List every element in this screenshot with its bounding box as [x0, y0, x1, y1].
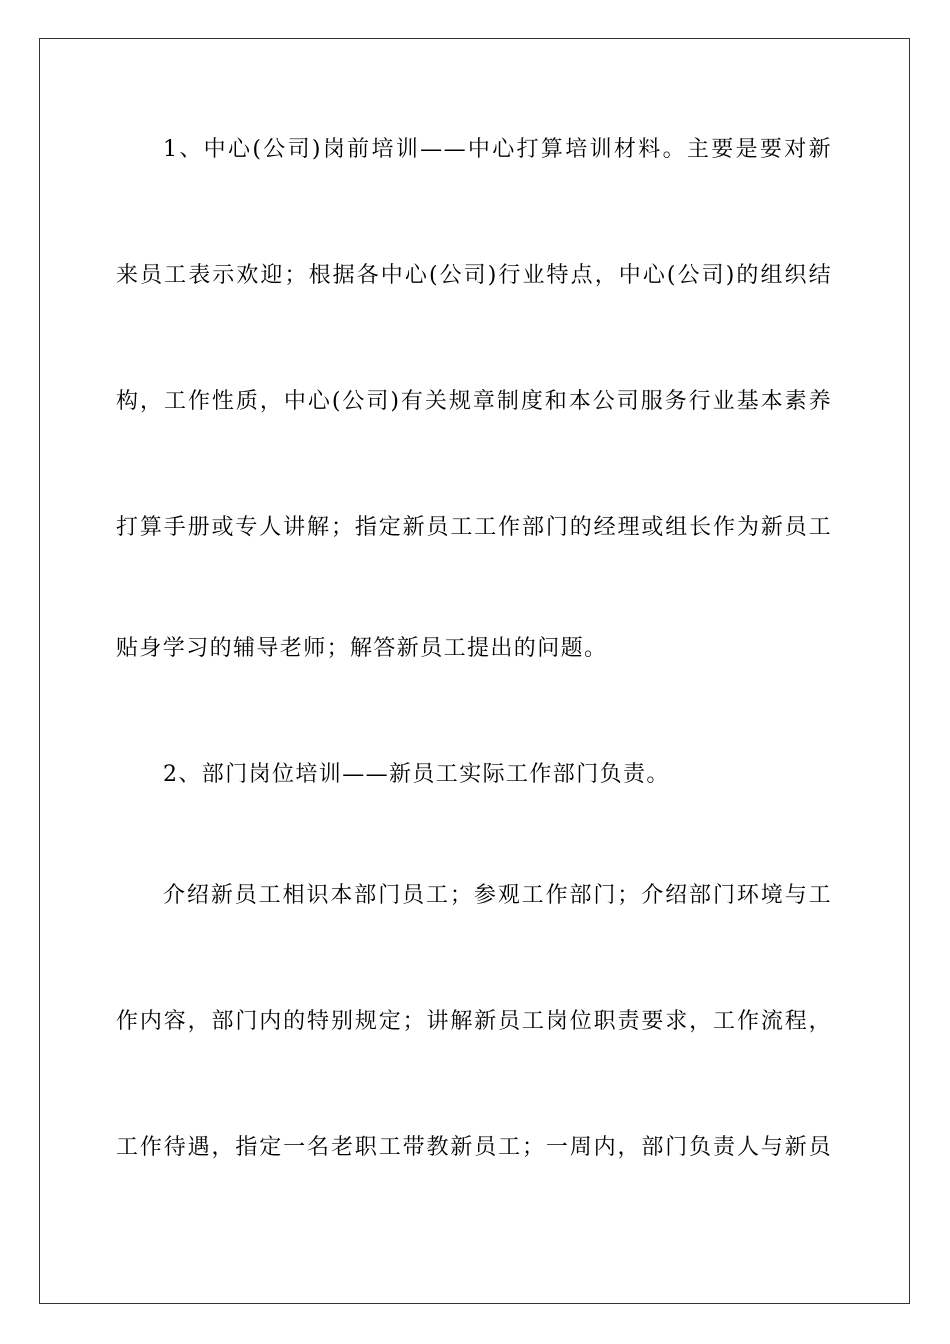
paragraph-1-line-3: 构，工作性质，中心(公司)有关规章制度和本公司服务行业基本素养 — [116, 389, 832, 414]
paragraph-1-line-1: 1、中心(公司)岗前培训——中心打算培训材料。主要是要对新 — [163, 137, 832, 162]
paragraph-1-line-5: 贴身学习的辅导老师；解答新员工提出的问题。 — [116, 636, 608, 661]
paragraph-1-line-2: 来员工表示欢迎；根据各中心(公司)行业特点，中心(公司)的组织结 — [116, 263, 832, 288]
page-frame — [39, 38, 910, 1304]
paragraph-3-line-2: 作内容，部门内的特别规定；讲解新员工岗位职责要求，工作流程， — [116, 1009, 832, 1034]
paragraph-2-heading: 2、部门岗位培训——新员工实际工作部门负责。 — [163, 762, 670, 787]
paragraph-3-line-3: 工作待遇，指定一名老职工带教新员工；一周内，部门负责人与新员 — [116, 1135, 832, 1160]
paragraph-1-line-4: 打算手册或专人讲解；指定新员工工作部门的经理或组长作为新员工 — [116, 515, 832, 540]
paragraph-3-line-1: 介绍新员工相识本部门员工；参观工作部门；介绍部门环境与工 — [163, 883, 832, 908]
